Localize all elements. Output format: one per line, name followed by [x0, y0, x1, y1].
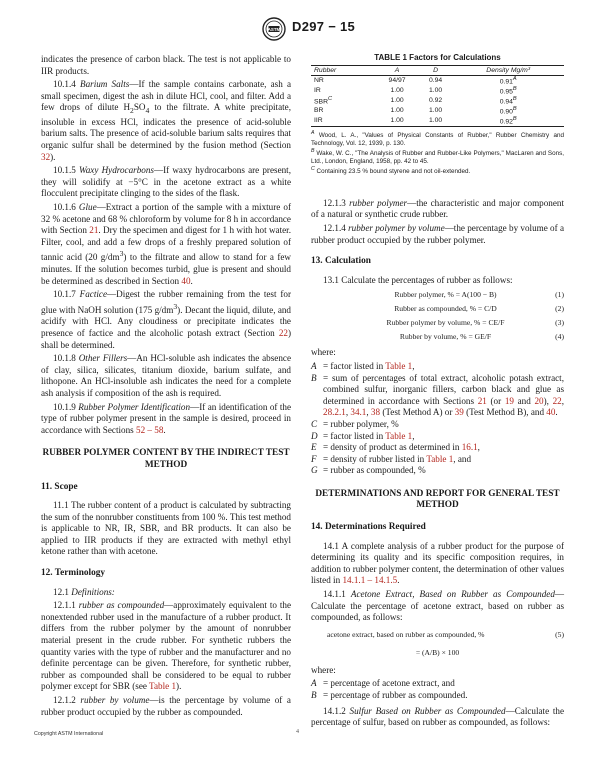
- section-19-link[interactable]: 19: [504, 395, 514, 406]
- paragraph-14-1-1: 14.1.1 Acetone Extract, Based on Rubber as Compounded—Calculate the percentage of acetone extract, based on rubber as compounded, as follows:: [311, 589, 565, 623]
- sections-52-58-link[interactable]: 52 – 58: [136, 424, 164, 435]
- paragraph-12-1: 12.1 Definitions:: [53, 586, 115, 597]
- heading-indirect-test-method: RUBBER POLYMER CONTENT BY THE INDIRECT TEST METHOD: [42, 448, 290, 470]
- section-22-link[interactable]: 22: [552, 395, 562, 406]
- paragraph-10-1-5: 10.1.5 Waxy Hydrocarbons—If waxy hydrocarbons are present, they will solidify at −5°C in the acetone extract as a white flocculent precipitate clinging to the sides of the flask.: [41, 165, 292, 199]
- table-1-factors: [311, 54, 564, 127]
- section-13-heading: 13. Calculation: [311, 256, 371, 267]
- section-12-heading: 12. Terminology: [41, 568, 106, 579]
- section-22-link[interactable]: 22: [278, 327, 288, 338]
- table-1-link[interactable]: Table 1: [385, 430, 413, 441]
- section-39-link[interactable]: 39: [454, 407, 464, 418]
- equation-2: Rubber as compounded, % = C/D (2): [394, 304, 564, 314]
- equation-5-rhs: = (A/B) × 100: [415, 647, 460, 657]
- paragraph-10-1-7: 10.1.7 Factice—Digest the rubber remaining from the test for glue with NaOH solution (175 $g/dm^3$). Decant the liquid, dilute, and acidify with HCl. Any cloudiness or precipitate indicates the presence of factice and the alcoholic potash extract (Section 22) shall be determined.: [41, 289, 291, 350]
- svg-text:ASTM: ASTM: [267, 26, 281, 32]
- where-label-2: where:: [311, 664, 336, 675]
- footnote-b: $^B$ Wake, W. C., "The Analysis of Rubber and Rubber-Like Polymers," MacLaren and Sons, Ltd., London, England, 1958, pp. 42 to 45.: [311, 148, 564, 165]
- where-f: F = density of rubber listed in Table 1, and: [311, 453, 472, 464]
- section-11-heading: 11. Scope: [41, 481, 78, 492]
- where-d: D = factor listed in Table 1,: [311, 430, 415, 441]
- table-1-link[interactable]: Table 1: [426, 453, 454, 464]
- paragraph-11-1: 11.1 The rubber content of a product is calculated by subtracting the sum of the nonrubber constituents from 100 %. This test method is applicable to NR, IR, SBR, and BR products. It can also be applied to IIR products if they are extracted with methyl ethyl ketone rather than with acetone.: [41, 500, 291, 557]
- section-40-link[interactable]: 40: [546, 407, 556, 418]
- section-21-link[interactable]: 21: [89, 225, 99, 236]
- table-1-link[interactable]: Table 1: [149, 681, 177, 692]
- paragraph-12-1-4: 12.1.4 rubber polymer by volume—the percentage by volume of a rubber product occupied by the rubber polymer.: [311, 222, 564, 245]
- paragraph-14-1: 14.1 A complete analysis of a rubber product for the purpose of determining its quality and its specific composition requires, in addition to rubber polymer content, the determination of other values listed in 14.1.1 – 14.1.5.: [311, 540, 564, 586]
- section-21-link[interactable]: 21: [477, 395, 487, 406]
- table-header-rubber: Rubber: [311, 65, 375, 76]
- table-header-density: Density Mg/m³: [452, 65, 564, 76]
- astm-logo-icon: [262, 17, 286, 41]
- equation-4: Rubber by volume, % = GE/F (4): [399, 332, 564, 342]
- section-20-link[interactable]: 20: [534, 395, 544, 406]
- sections-14-1-1-to-14-1-5-link[interactable]: 14.1.1 – 14.1.5: [342, 575, 398, 586]
- where-c: C = rubber polymer, %: [311, 418, 399, 429]
- where-g: G = rubber as compounded, %: [311, 465, 426, 476]
- table-1-caption: TABLE 1 Factors for Calculations: [374, 53, 501, 62]
- section-14-heading: 14. Determinations Required: [311, 522, 426, 533]
- paragraph-10-1-8: 10.1.8 Other Fillers—An HCl-soluble ash indicates the absence of clay, silica, silicates, titanium dioxide, barium sulfate, and lithopone. An HCl-insoluble ash indicates the need for a complete ash analysis if composition of the ash is required.: [41, 353, 291, 398]
- paragraph-12-1-2: 12.1.2 rubber by volume—is the percentage by volume of a rubber product occupied by the rubber as compounded.: [41, 695, 291, 717]
- paragraph-13-1: 13.1 Calculate the percentages of rubber as follows:: [323, 274, 513, 285]
- where2-a: A = percentage of acetone extract, and: [311, 678, 455, 689]
- paragraph-12-1-1: 12.1.1 rubber as compounded—approximately equivalent to the nonextended rubber used in the manufacture of a rubber product. It differs from the rubber polymer by the amount of nonrubber material present in the crude rubber. For synthetic rubbers the quantity varies with the type of rubber and the manufacturer and no definite percentage can be given. Therefore, for synthetic rubber, rubber as compounded shall be considered to be equal to rubber polymer except for SBR (see Table 1).: [41, 600, 291, 692]
- paragraph-12-1-3: 12.1.3 rubber polymer—the characteristic and major component of a natural or synthetic crude rubber.: [311, 197, 564, 220]
- where-b: B = sum of percentages of total extract, alcoholic potash extract, combined sulfur, inorganic fillers, carbon black and glue as determined in accordance with Sections 21 (or 19 and 20), 22, 28.2.1, 34.1, 38 (Test Method A) or 39 (Test Method B), and 40.: [311, 372, 564, 418]
- where-label: where:: [311, 347, 336, 358]
- equation-1: Rubber polymer, % = A(100 − B) (1): [394, 290, 564, 300]
- page-number: 4: [296, 729, 299, 735]
- table-row: IR 1.00 1.00 $0.95^B$: [314, 86, 517, 96]
- equation-3: Rubber polymer by volume, % = CE/F (3): [386, 318, 564, 328]
- page-header: [0, 17, 600, 43]
- table-header-a: A: [375, 65, 418, 76]
- footnote-c: $^C$ Containing 23.5 % bound styrene and not oil-extended.: [311, 166, 471, 176]
- section-38-link[interactable]: 38: [370, 407, 381, 418]
- table-row: NR 94/97 0.94 $0.91^A$: [314, 76, 517, 86]
- copyright-footer: Copyright ASTM International: [34, 731, 104, 737]
- where2-b: B = percentage of rubber as compounded.: [311, 690, 468, 701]
- footnote-a: $^A$ Wood, L. A., "Values of Physical Constants of Rubber," Rubber Chemistry and Technology, Vol. 12, 1939, p. 130.: [311, 130, 564, 147]
- equation-5: acetone extract, based on rubber as compounded, % (5): [327, 629, 564, 639]
- where-e: E = density of product as determined in 16.1,: [311, 442, 480, 453]
- section-28-2-1-link[interactable]: 28.2.1: [323, 407, 346, 418]
- document-designation: D297 − 15: [292, 19, 356, 34]
- heading-general-test-method: DETERMINATIONS AND REPORT FOR GENERAL TEST METHOD: [315, 488, 560, 511]
- left-column: [41, 54, 291, 720]
- where-a: A = factor listed in Table 1,: [311, 360, 415, 371]
- paragraph-10-1-3-tail: indicates the presence of carbon black. The test is not applicable to IIR products.: [41, 54, 291, 76]
- table-1-link[interactable]: Table 1: [385, 360, 413, 371]
- paragraph-10-1-6: 10.1.6 Glue—Extract a portion of the sample with a mixture of 32 % acetone and 68 % chloroform by volume for 8 h in accordance with Section 21. Dry the specimen and digest for 1 h with hot water. Filter, cool, and add a few drops of a freshly prepared solution of tannic acid (20 $g/dm^3$) to the filtrate and allow to stand for a few minutes. If the solution becomes turbid, glue is present and should be determined as described in Section 40.: [41, 201, 292, 286]
- paragraph-14-1-2: 14.1.2 Sulfur Based on Rubber as Compounded—Calculate the percentage of sulfur, based on rubber as compounded, as follows:: [311, 705, 565, 728]
- table-row: BR 1.00 1.00 $0.90^B$: [314, 105, 517, 116]
- table-row: $SBR^C$ 1.00 0.92 $0.94^B$: [314, 95, 517, 106]
- right-column: [311, 54, 564, 731]
- paragraph-10-1-9: 10.1.9 Rubber Polymer Identification—If an identification of the type of rubber polymer present in the sample is desired, proceed in accordance with Sections 52 – 58.: [41, 401, 292, 435]
- section-34-1-link[interactable]: 34.1: [350, 407, 367, 418]
- table-header-d: D: [419, 65, 453, 76]
- where-list: [311, 347, 564, 477]
- section-32-link[interactable]: 32: [41, 151, 51, 162]
- section-40-link[interactable]: 40: [181, 275, 191, 286]
- section-16-1-link[interactable]: 16.1: [461, 442, 478, 453]
- table-row: IIR 1.00 1.00 $0.92^B$: [311, 116, 564, 127]
- paragraph-10-1-4: 10.1.4 Barium Salts—If the sample contains carbonate, ash a small specimen, digest the ash in dilute HCl, cool, and filter. Add a few drops of dilute $H_2SO_4$ to the filtrate. A white precipitate, insoluble in excess HCl, indicates the presence of acid-soluble barium salts. The presence of acid-soluble barium salts requires that organic sulfur shall be determined by the fusion method (Section 32).: [41, 79, 291, 162]
- table-1-footnotes: [311, 130, 564, 175]
